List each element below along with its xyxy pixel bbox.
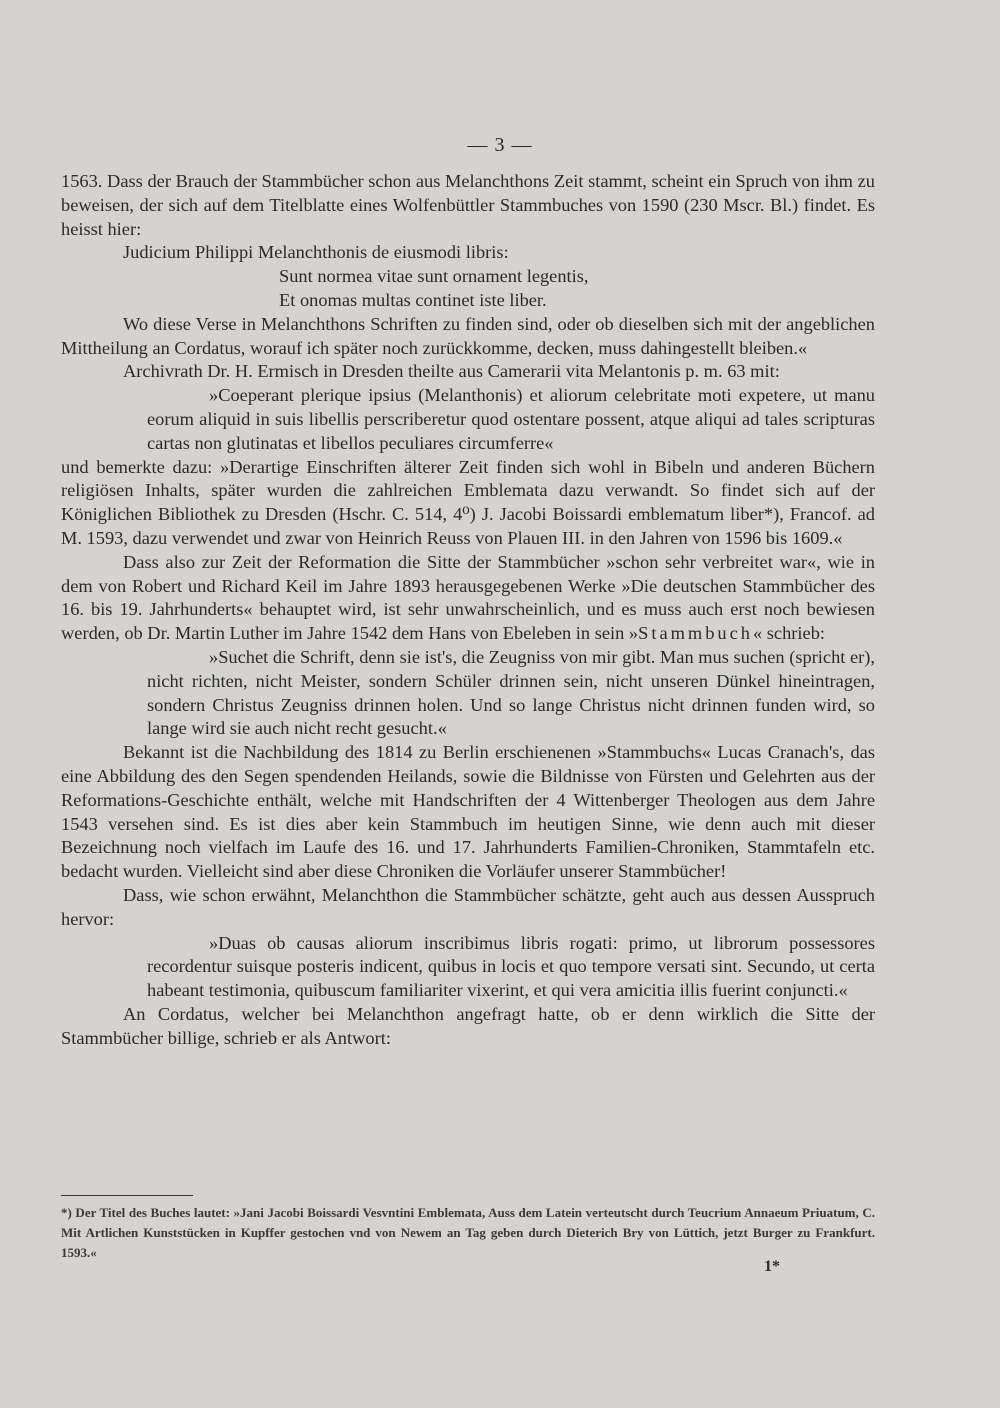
paragraph	[61, 551, 875, 646]
paragraph: Bekannt ist die Nachbildung des 1814 zu Berlin erschienenen »Stammbuchs« Lucas Cranach's, das eine Abbildung des den Segen spendenden Heilands, sowie die Bildnisse von Fürsten und Gelehrten aus der Reformations-Geschichte enthält, welche mit Handschriften der 4 Wittenberger Theologen aus dem Jahre 1543 versehen sind. Es ist dies aber kein Stammbuch im heutigen Sinne, wie denn auch mit dieser Bezeichnung noch vielfach im Laufe des 16. und 17. Jahrhunderts Familien-Chroniken, Stammtafeln etc. bedacht wurden. Vielleicht sind aber diese Chroniken die Vorläufer unserer Stammbücher!	[61, 742, 875, 882]
verse-heading: Judicium Philippi Melanchthonis de eiusmodi libris:	[123, 242, 509, 263]
body-text	[61, 170, 875, 1050]
paragraph-text: Dass also zur Zeit der Reformation die Sitte der Stammbücher »schon sehr verbreitet war«, wie in dem von Robert und Richard Keil im Jahre 1893 herausgegebenen Werke »Die deutschen Stammbücher des 16. bis 19. Jahrhunderts« behauptet wird, ist sehr unwahrscheinlich, und es muss auch erst noch bewiesen werden, ob Dr. Martin Luther im Jahre 1542 dem Hans von Ebeleben in sein »	[61, 551, 875, 644]
verse-line: Et onomas multas continet iste liber.	[279, 289, 547, 310]
block-quote: »Duas ob causas aliorum inscribimus libris rogati: primo, ut librorum possessores recordentur suisque posteris indicent, quibus in locis et quo tempore versati sint. Secundo, ut certa habeant testimonia, quibuscum familiariter vixerint, et qui vera amicitia illis fuerint conjuncti.«	[147, 932, 875, 1001]
paragraph: Wo diese Verse in Melanchthons Schriften zu finden sind, oder ob dieselben sich mit der angeblichen Mittheilung an Cordatus, worauf ich später noch zurückkomme, decken, muss dahingestellt bleiben.«	[61, 313, 875, 358]
paragraph-text-end: « schrieb:	[752, 623, 825, 644]
footnote: *) Der Titel des Buches lautet: »Jani Jacobi Boissardi Vesvntini Emblemata, Auss dem Latein verteutscht durch Teucrium Annaeum Priuatum, C. Mit Artlichen Kunststücken in Kupffer gestochen vnd von Newem an Tag geben durch Dieterich Bry von Lüttich, jetzt Burger zu Frankfurt. 1593.«	[61, 1205, 875, 1260]
page-number: — 3 —	[467, 134, 533, 156]
signature-mark: 1*	[764, 1258, 780, 1275]
spaced-word: Stammbuch	[638, 623, 753, 644]
paragraph: Dass, wie schon erwähnt, Melanchthon die Stammbücher schätzte, geht auch aus dessen Ausspruch hervor:	[61, 884, 875, 929]
verse-line: Sunt normea vitae sunt ornament legentis,	[279, 266, 589, 287]
block-quote: »Coeperant plerique ipsius (Melanthonis) et aliorum celebritate moti expetere, ut manu eorum aliquid in suis libellis perscriberetur quod ostentare possent, atque aliqui ad tales scripturas cartas non glutinatas et libellos peculiares circumferre«	[147, 385, 875, 453]
paragraph: An Cordatus, welcher bei Melanchthon angefragt hatte, ob er denn wirklich die Sitte der Stammbücher billige, schrieb er als Antwort:	[61, 1003, 875, 1048]
paragraph: Archivrath Dr. H. Ermisch in Dresden theilte aus Camerarii vita Melantonis p. m. 63 mit:	[123, 361, 780, 382]
paragraph: 1563. Dass der Brauch der Stammbücher schon aus Melanchthons Zeit stammt, scheint ein Spruch von ihm zu beweisen, der sich auf dem Titelblatte eines Wolfenbüttler Stammbuches von 1590 (230 Mscr. Bl.) findet. Es heisst hier:	[61, 171, 875, 239]
paragraph: und bemerkte dazu: »Derartige Einschriften älterer Zeit finden sich wohl in Bibeln und anderen Büchern religiösen Inhalts, später wurden die zahlreichen Emblemata dazu verwandt. So findet sich auf der Königlichen Bibliothek zu Dresden (Hschr. C. 514, 4⁰) J. Jacobi Boissardi emblematum liber*), Francof. ad M. 1593, dazu verwendet und zwar von Heinrich Reuss von Plauen III. in den Jahren von 1596 bis 1609.«	[61, 456, 875, 548]
block-quote: »Suchet die Schrift, denn sie ist's, die Zeugniss von mir gibt. Man mus suchen (spricht er), nicht richten, nicht Meister, sondern Schüler drinnen sein, nicht unseren Dünkel hineintragen, sondern Christus Zeugniss drinnen holen. Und so lange Christus nicht drinnen funden wird, so lange wird sie auch nicht recht gesucht.«	[147, 646, 875, 739]
footnote-rule	[61, 1195, 193, 1196]
